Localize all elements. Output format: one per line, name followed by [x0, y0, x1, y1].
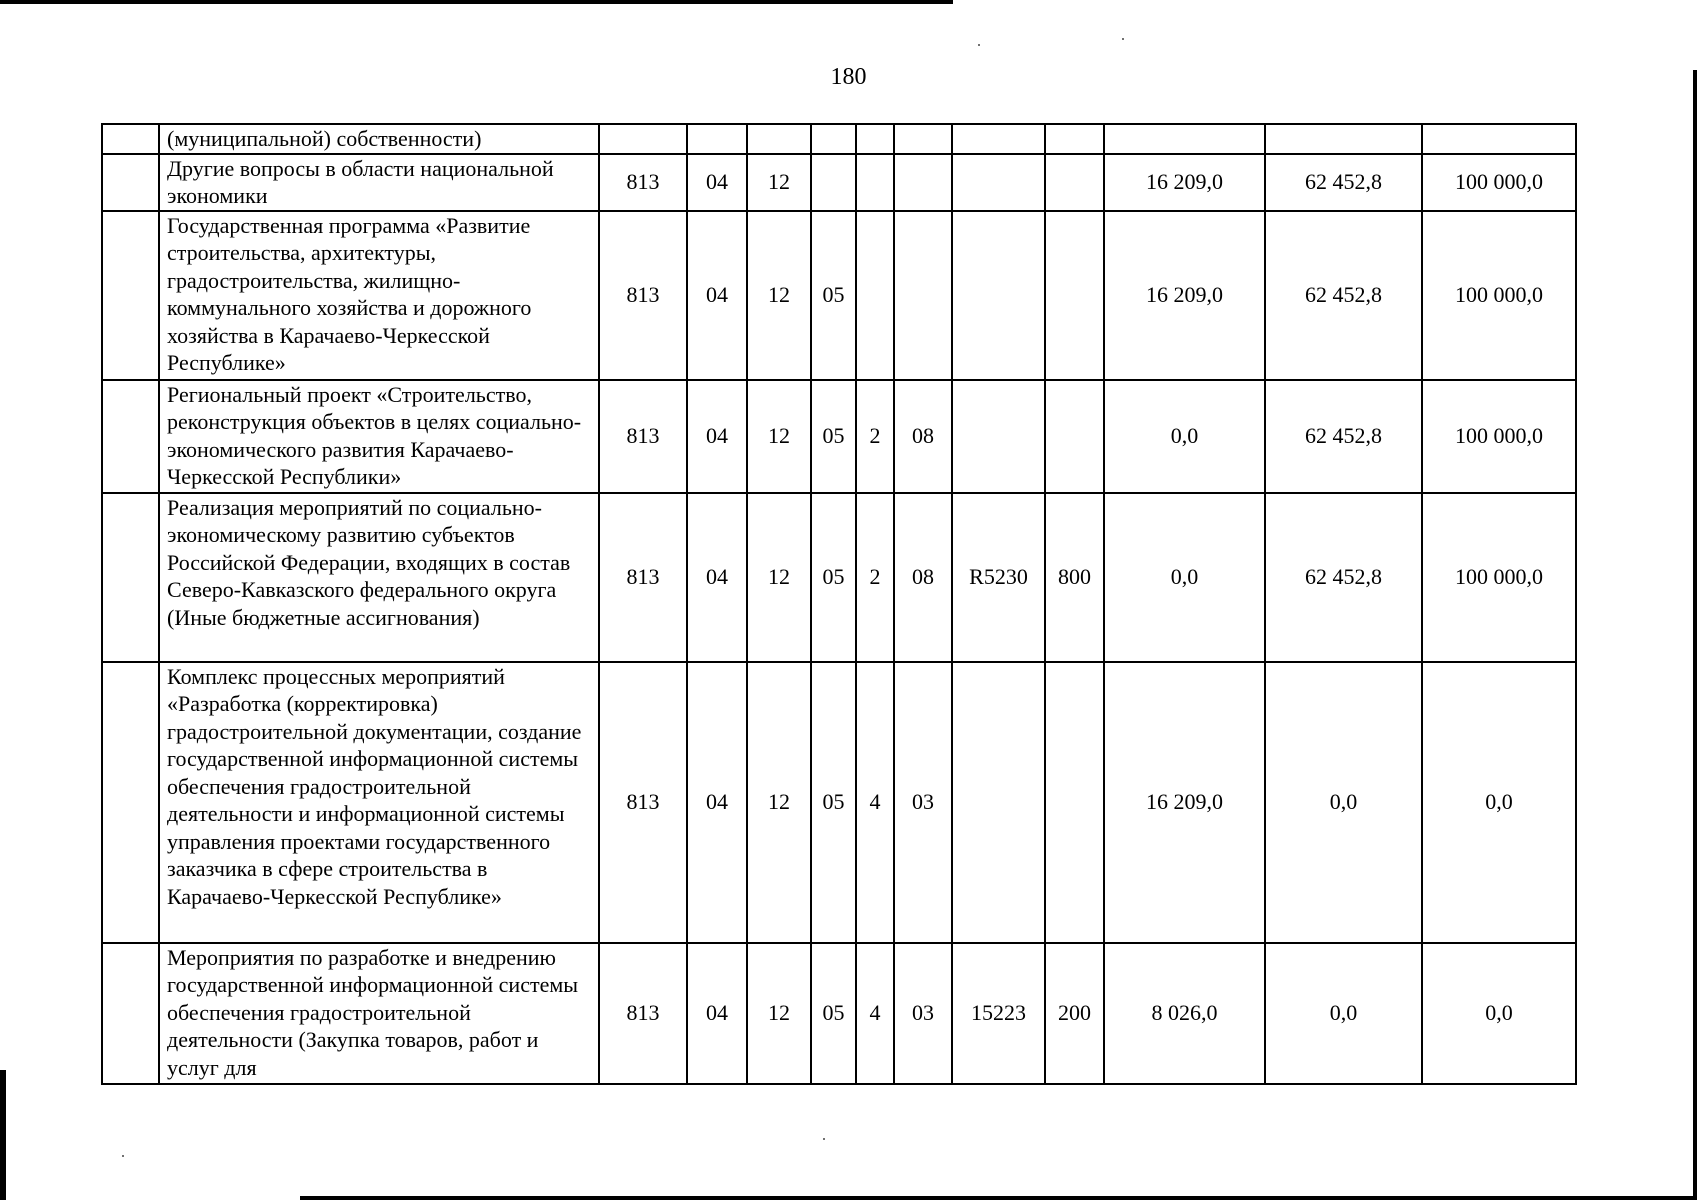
cell-amount-2025: 62 452,8 — [1265, 380, 1422, 493]
cell-cs-event: 03 — [894, 943, 952, 1084]
cell-number — [102, 493, 159, 662]
scan-edge-right — [1693, 70, 1697, 1200]
cell-amount-2026: 0,0 — [1422, 662, 1576, 943]
cell-kvsr: 813 — [599, 493, 687, 662]
cell-description: Региональный проект «Строительство, реконструкция объектов в целях социально-экономического развития Карачаево-Черкесской Республики» — [159, 380, 599, 493]
cell-amount-2024: 8 026,0 — [1104, 943, 1265, 1084]
table-row — [102, 493, 1576, 662]
cell-cs-event — [894, 124, 952, 154]
scan-speck — [1122, 38, 1124, 40]
cell-cs-prog — [811, 124, 856, 154]
cell-cs-type: 2 — [856, 380, 894, 493]
cell-description: Реализация мероприятий по социально-экономическому развитию субъектов Российской Федерации, входящих в состав Северо-Кавказского федерального округа (Иные бюджетные ассигнования) — [159, 493, 599, 662]
cell-rz: 04 — [687, 493, 747, 662]
cell-cs-type — [856, 211, 894, 380]
cell-cs-direction: 15223 — [952, 943, 1045, 1084]
cell-description: Другие вопросы в области национальной экономики — [159, 154, 599, 211]
scan-speck — [978, 44, 980, 46]
cell-description: Государственная программа «Развитие строительства, архитектуры, градостроительства, жилищно-коммунального хозяйства и дорожного хозяйства в Карачаево-Черкесской Республике» — [159, 211, 599, 380]
cell-cs-prog: 05 — [811, 943, 856, 1084]
cell-amount-2026: 100 000,0 — [1422, 493, 1576, 662]
cell-amount-2026: 100 000,0 — [1422, 211, 1576, 380]
cell-number — [102, 154, 159, 211]
scan-edge-bottom — [300, 1196, 1697, 1200]
scan-edge-top — [0, 0, 953, 4]
cell-number — [102, 662, 159, 943]
cell-amount-2024: 0,0 — [1104, 493, 1265, 662]
cell-vr — [1045, 662, 1104, 943]
cell-rz — [687, 124, 747, 154]
cell-amount-2024: 16 209,0 — [1104, 211, 1265, 380]
cell-pr — [747, 124, 811, 154]
cell-amount-2024 — [1104, 124, 1265, 154]
cell-number — [102, 380, 159, 493]
table-row — [102, 211, 1576, 380]
page-number: 180 — [830, 64, 867, 90]
cell-description: Комплекс процессных мероприятий «Разработка (корректировка) градостроительной документации, создание государственной информационной системы обеспечения градостроительной деятельности и информационной системы управления проектами государственного заказчика в сфере строительства в Карачаево-Черкесской Республике» — [159, 662, 599, 943]
cell-cs-direction — [952, 662, 1045, 943]
cell-cs-event — [894, 154, 952, 211]
cell-cs-event: 08 — [894, 380, 952, 493]
scan-speck — [122, 1155, 124, 1157]
cell-rz: 04 — [687, 662, 747, 943]
cell-amount-2025: 0,0 — [1265, 943, 1422, 1084]
cell-vr — [1045, 380, 1104, 493]
cell-cs-prog — [811, 154, 856, 211]
cell-description: (муниципальной) собственности) — [159, 124, 599, 154]
cell-amount-2026: 0,0 — [1422, 943, 1576, 1084]
cell-amount-2026 — [1422, 124, 1576, 154]
cell-amount-2025: 62 452,8 — [1265, 154, 1422, 211]
cell-vr — [1045, 211, 1104, 380]
cell-rz: 04 — [687, 211, 747, 380]
cell-number — [102, 943, 159, 1084]
table-row — [102, 124, 1576, 154]
cell-kvsr: 813 — [599, 154, 687, 211]
cell-kvsr: 813 — [599, 662, 687, 943]
scan-speck — [823, 1138, 825, 1140]
cell-cs-prog: 05 — [811, 211, 856, 380]
cell-pr: 12 — [747, 211, 811, 380]
cell-rz: 04 — [687, 380, 747, 493]
cell-cs-direction — [952, 154, 1045, 211]
cell-number — [102, 124, 159, 154]
cell-cs-type: 2 — [856, 493, 894, 662]
table-row — [102, 380, 1576, 493]
cell-amount-2024: 16 209,0 — [1104, 662, 1265, 943]
cell-rz: 04 — [687, 154, 747, 211]
cell-vr — [1045, 124, 1104, 154]
table-row — [102, 154, 1576, 211]
cell-cs-type — [856, 124, 894, 154]
cell-pr: 12 — [747, 154, 811, 211]
cell-pr: 12 — [747, 662, 811, 943]
table-row — [102, 662, 1576, 943]
cell-vr: 200 — [1045, 943, 1104, 1084]
cell-cs-type — [856, 154, 894, 211]
cell-cs-direction — [952, 124, 1045, 154]
cell-amount-2025: 62 452,8 — [1265, 211, 1422, 380]
cell-pr: 12 — [747, 493, 811, 662]
cell-cs-direction: R5230 — [952, 493, 1045, 662]
cell-amount-2024: 0,0 — [1104, 380, 1265, 493]
table-row — [102, 943, 1576, 1084]
cell-kvsr — [599, 124, 687, 154]
cell-rz: 04 — [687, 943, 747, 1084]
cell-amount-2024: 16 209,0 — [1104, 154, 1265, 211]
cell-pr: 12 — [747, 943, 811, 1084]
cell-cs-direction — [952, 211, 1045, 380]
cell-cs-event: 03 — [894, 662, 952, 943]
cell-description: Мероприятия по разработке и внедрению государственной информационной системы обеспечения градостроительной деятельности (Закупка товаров, работ и услуг для — [159, 943, 599, 1084]
cell-cs-prog: 05 — [811, 493, 856, 662]
cell-kvsr: 813 — [599, 211, 687, 380]
cell-vr: 800 — [1045, 493, 1104, 662]
cell-amount-2025 — [1265, 124, 1422, 154]
cell-pr: 12 — [747, 380, 811, 493]
cell-cs-direction — [952, 380, 1045, 493]
cell-number — [102, 211, 159, 380]
cell-cs-prog: 05 — [811, 662, 856, 943]
cell-vr — [1045, 154, 1104, 211]
cell-amount-2026: 100 000,0 — [1422, 154, 1576, 211]
budget-table — [101, 123, 1577, 1085]
cell-kvsr: 813 — [599, 380, 687, 493]
cell-amount-2025: 0,0 — [1265, 662, 1422, 943]
cell-cs-event: 08 — [894, 493, 952, 662]
cell-cs-event — [894, 211, 952, 380]
cell-cs-type: 4 — [856, 662, 894, 943]
cell-kvsr: 813 — [599, 943, 687, 1084]
cell-cs-type: 4 — [856, 943, 894, 1084]
scan-edge-left — [0, 1070, 6, 1200]
cell-cs-prog: 05 — [811, 380, 856, 493]
cell-amount-2025: 62 452,8 — [1265, 493, 1422, 662]
cell-amount-2026: 100 000,0 — [1422, 380, 1576, 493]
